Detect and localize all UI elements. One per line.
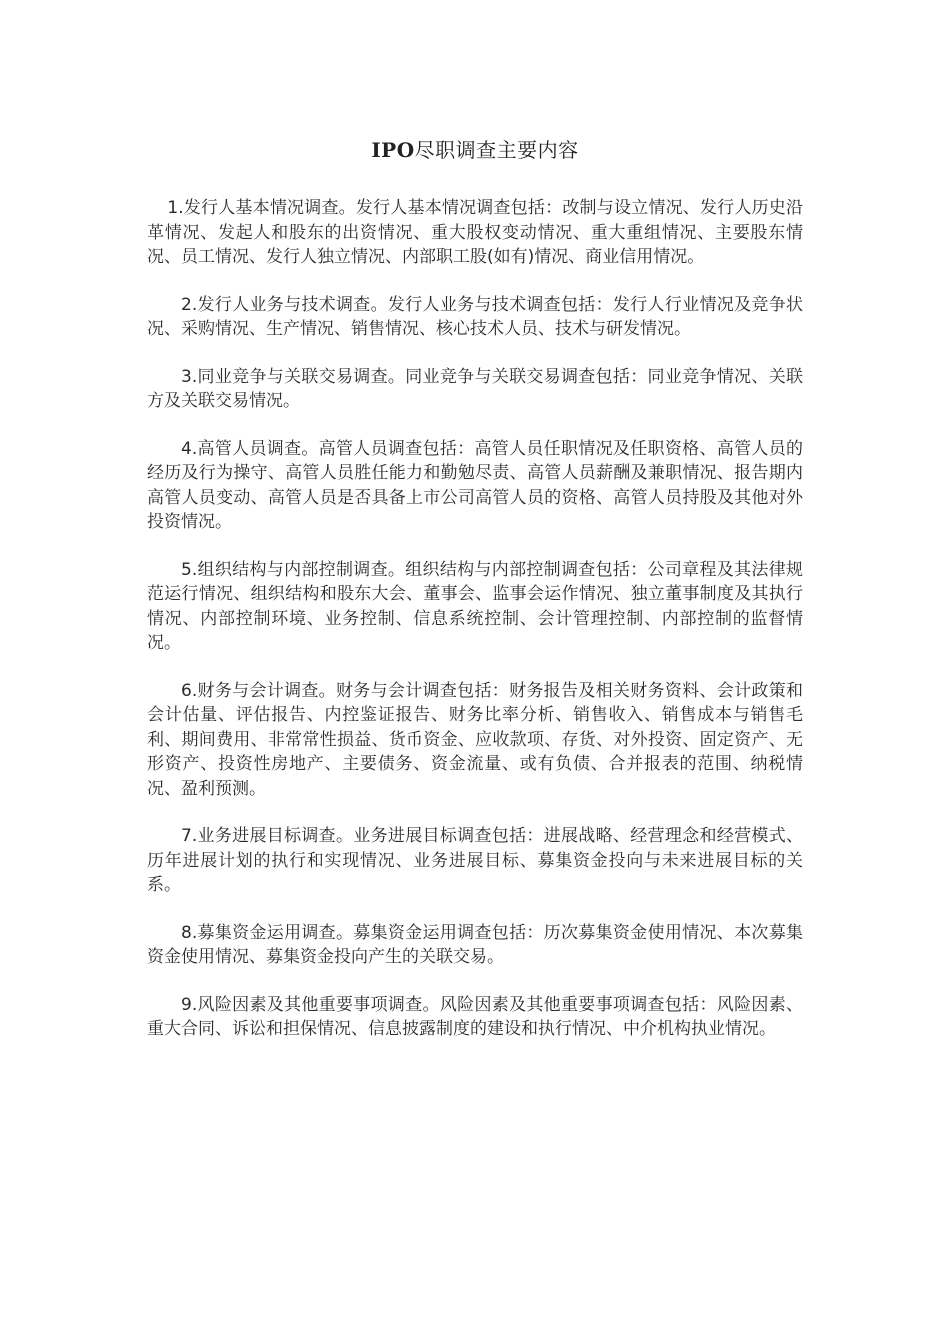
paragraph-7: 7.业务进展目标调查。业务进展目标调查包括：进展战略、经营理念和经营模式、历年进展计划的执行和实现情况、业务进展目标、募集资金投向与未来进展目标的关系。 bbox=[147, 826, 803, 895]
document-body bbox=[147, 196, 803, 1065]
paragraph-1: 1.发行人基本情况调查。发行人基本情况调查包括：改制与设立情况、发行人历史沿革情况、发起人和股东的出资情况、重大股权变动情况、重大重组情况、主要股东情况、员工情况、发行人独立情况、内部职工股(如有)情况、商业信用情况。 bbox=[147, 198, 803, 267]
paragraph-5: 5.组织结构与内部控制调查。组织结构与内部控制调查包括：公司章程及其法律规范运行情况、组织结构和股东大会、董事会、监事会运作情况、独立董事制度及其执行情况、内部控制环境、业务控制、信息系统控制、会计管理控制、内部控制的监督情况。 bbox=[147, 559, 803, 653]
paragraph-3: 3.同业竞争与关联交易调查。同业竞争与关联交易调查包括：同业竞争情况、关联方及关联交易情况。 bbox=[147, 366, 803, 411]
paragraph-9: 9.风险因素及其他重要事项调查。风险因素及其他重要事项调查包括：风险因素、重大合同、诉讼和担保情况、信息披露制度的建设和执行情况、中介机构执业情况。 bbox=[147, 994, 803, 1039]
paragraph-8: 8.募集资金运用调查。募集资金运用调查包括：历次募集资金使用情况、本次募集资金使用情况、募集资金投向产生的关联交易。 bbox=[147, 922, 803, 967]
title-ipo: IPO bbox=[371, 138, 415, 162]
title-text: 尽职调查主要内容 bbox=[414, 138, 579, 162]
document-title bbox=[0, 136, 950, 164]
paragraph-2: 2.发行人业务与技术调查。发行人业务与技术调查包括：发行人行业情况及竞争状况、采购情况、生产情况、销售情况、核心技术人员、技术与研发情况。 bbox=[147, 294, 803, 339]
paragraph-4: 4.高管人员调查。高管人员调查包括：高管人员任职情况及任职资格、高管人员的经历及行为操守、高管人员胜任能力和勤勉尽责、高管人员薪酬及兼职情况、报告期内高管人员变动、高管人员是否具备上市公司高管人员的资格、高管人员持股及其他对外投资情况。 bbox=[147, 438, 803, 532]
paragraph-6: 6.财务与会计调查。财务与会计调查包括：财务报告及相关财务资料、会计政策和会计估量、评估报告、内控鉴证报告、财务比率分析、销售收入、销售成本与销售毛利、期间费用、非常常性损益、货币资金、应收款项、存货、对外投资、固定资产、无形资产、投资性房地产、主要债务、资金流量、或有负债、合并报表的范围、纳税情况、盈利预测。 bbox=[147, 680, 803, 799]
